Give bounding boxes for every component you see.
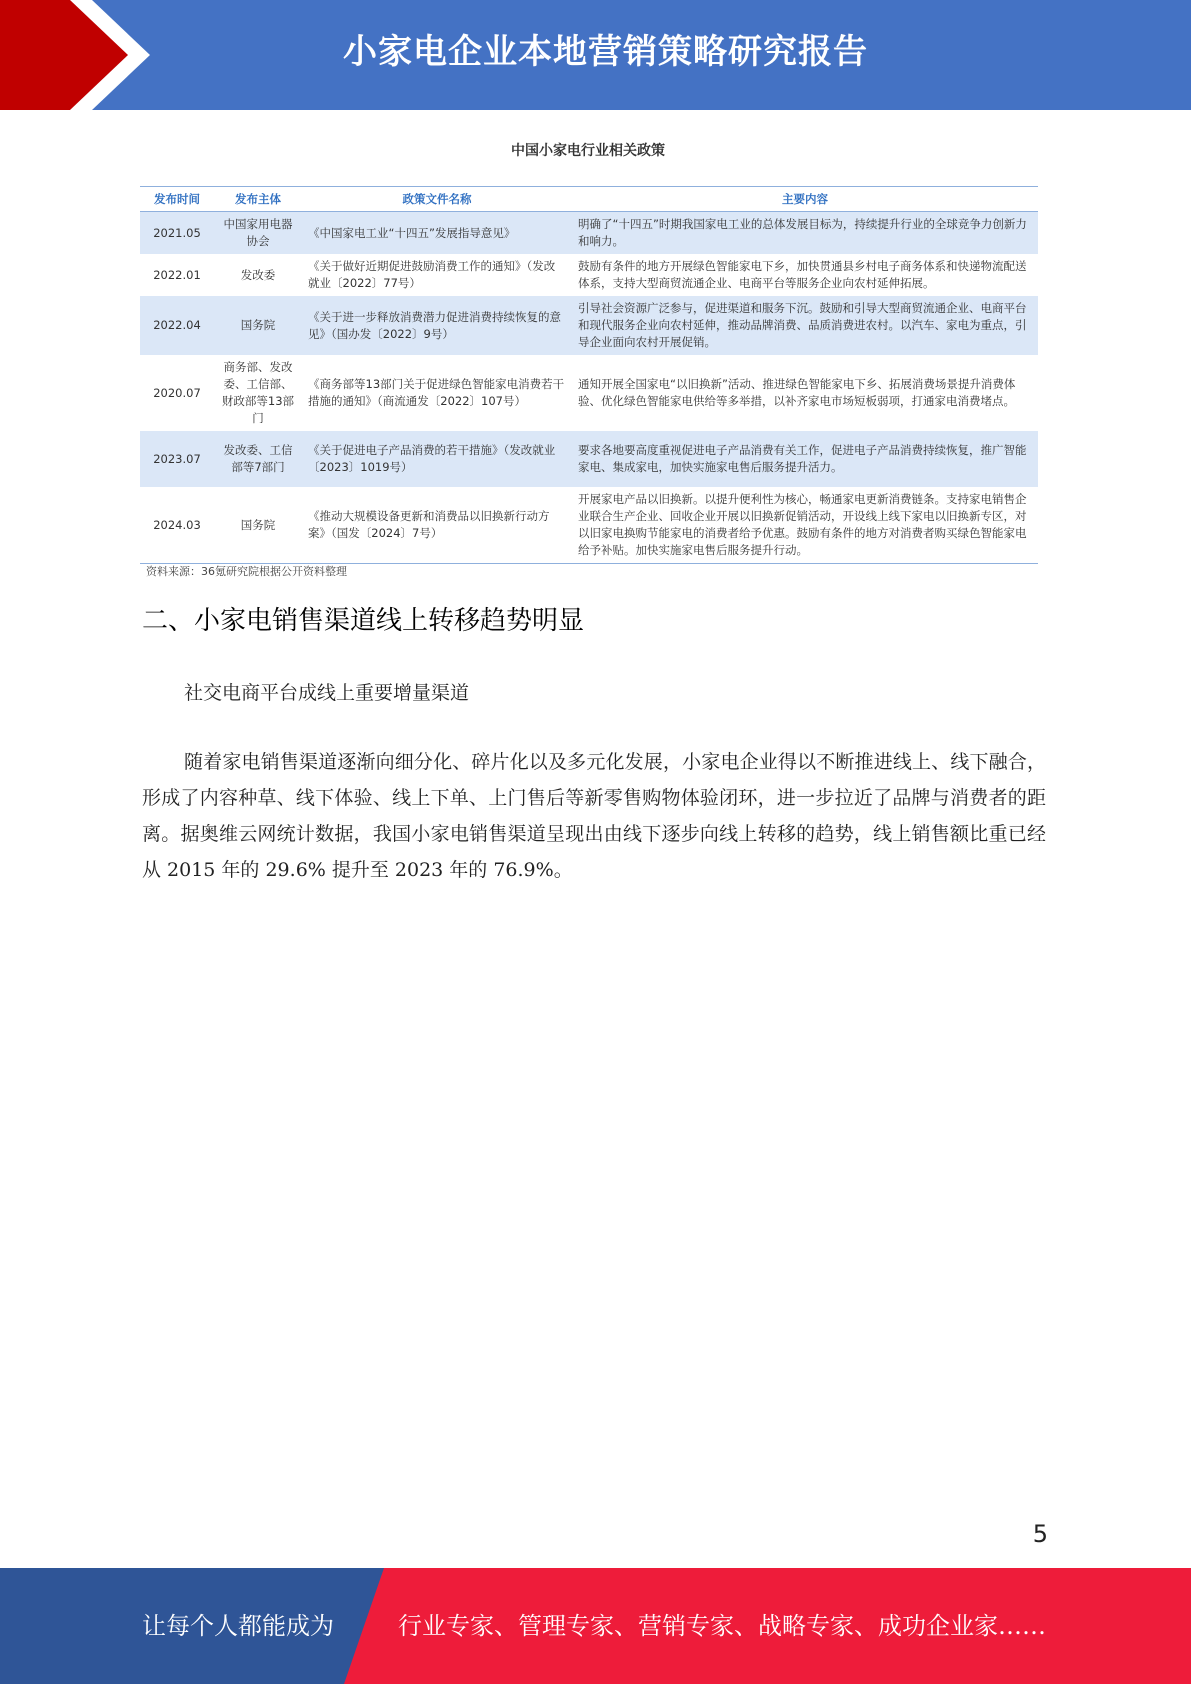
table-row xyxy=(140,487,1038,564)
cell-doc: 《商务部等13部门关于促进绿色智能家电消费若干措施的通知》（商流通发〔2022〕107号） xyxy=(308,377,565,408)
footer-slogan-left: 让每个人都能成为 xyxy=(142,1612,334,1640)
cell-org: 国务院 xyxy=(240,517,276,532)
table-row xyxy=(140,212,1038,255)
column-header-doc: 政策文件名称 xyxy=(302,187,572,212)
table-header-row xyxy=(140,187,1038,212)
table-source-note: 资料来源：36氪研究院根据公开资料整理 xyxy=(146,565,347,578)
cell-content: 引导社会资源广泛参与，促进渠道和服务下沉。鼓励和引导大型商贸流通企业、电商平台和现代服务企业向农村延伸，推动品牌消费、品质消费进农村。以汽车、家电为重点，引导企业面向农村开展促销。 xyxy=(572,296,1038,355)
cell-org: 商务部、发改委、工信部、财政部等13部门 xyxy=(221,360,295,425)
column-header-content: 主要内容 xyxy=(572,187,1038,212)
document-title: 小家电企业本地营销策略研究报告 xyxy=(343,32,868,72)
cell-org: 国务院 xyxy=(214,296,302,355)
cell-content: 明确了“十四五”时期我国家电工业的总体发展目标为，持续提升行业的全球竞争力创新力和响力。 xyxy=(572,212,1038,255)
table-row xyxy=(140,355,1038,431)
cell-content: 鼓励有条件的地方开展绿色智能家电下乡，加快贯通县乡村电子商务体系和快递物流配送体系，支持大型商贸流通企业、电商平台等服务企业向农村延伸拓展。 xyxy=(578,259,1027,290)
table-row xyxy=(140,254,1038,296)
cell-date: 2020.07 xyxy=(153,385,201,400)
table-row xyxy=(140,431,1038,487)
subheading: 社交电商平台成线上重要增量渠道 xyxy=(184,682,470,704)
cell-org: 中国家用电器协会 xyxy=(214,212,302,255)
column-header-org: 发布主体 xyxy=(214,187,302,212)
cell-org: 发改委、工信部等7部门 xyxy=(214,431,302,487)
cell-doc: 《关于做好近期促进鼓励消费工作的通知》（发改就业〔2022〕77号） xyxy=(308,259,556,290)
cell-date: 2021.05 xyxy=(140,212,214,255)
cell-date: 2022.04 xyxy=(140,296,214,355)
cell-doc: 《推动大规模设备更新和消费品以旧换新行动方案》（国发〔2024〕7号） xyxy=(308,509,550,540)
page-header xyxy=(0,0,1191,110)
table-row xyxy=(140,296,1038,355)
body-paragraph: 随着家电销售渠道逐渐向细分化、碎片化以及多元化发展，小家电企业得以不断推进线上、线下融合，形成了内容种草、线下体验、线上下单、上门售后等新零售购物体验闭环，进一步拉近了品牌与消费者的距离。据奥维云网统计数据，我国小家电销售渠道呈现出由线下逐步向线上转移的趋势，线上销售额比重已经从 2015 年的 29.6% 提升至 2023 年的 76.9%。 xyxy=(142,751,1046,881)
cell-doc: 《中国家电工业“十四五”发展指导意见》 xyxy=(302,212,572,255)
footer-slogan-right: 行业专家、管理专家、营销专家、战略专家、成功企业家…… xyxy=(398,1612,1046,1640)
section-heading: 二、小家电销售渠道线上转移趋势明显 xyxy=(142,606,585,636)
cell-org: 发改委 xyxy=(240,267,276,282)
cell-doc: 《关于进一步释放消费潜力促进消费持续恢复的意见》（国办发〔2022〕9号） xyxy=(302,296,572,355)
cell-content: 要求各地要高度重视促进电子产品消费有关工作，促进电子产品消费持续恢复，推广智能家电、集成家电，加快实施家电售后服务提升活力。 xyxy=(572,431,1038,487)
cell-date: 2022.01 xyxy=(153,267,201,282)
page-number: 5 xyxy=(1032,1520,1048,1548)
policy-table xyxy=(140,186,1038,564)
cell-date: 2023.07 xyxy=(140,431,214,487)
column-header-date: 发布时间 xyxy=(140,187,214,212)
cell-content: 开展家电产品以旧换新。以提升便利性为核心，畅通家电更新消费链条。支持家电销售企业联合生产企业、回收企业开展以旧换新促销活动，开设线上线下家电以旧换新专区，对以旧家电换购节能家电的消费者给予优惠。鼓励有条件的地方对消费者购买绿色智能家电给予补贴。加快实施家电售后服务提升行动。 xyxy=(578,492,1027,557)
page-footer xyxy=(0,1568,1191,1684)
cell-content: 通知开展全国家电“以旧换新”活动、推进绿色智能家电下乡、拓展消费场景提升消费体验、优化绿色智能家电供给等多举措，以补齐家电市场短板弱项，打通家电消费堵点。 xyxy=(578,377,1016,408)
table-title: 中国小家电行业相关政策 xyxy=(511,143,665,159)
cell-doc: 《关于促进电子产品消费的若干措施》（发改就业〔2023〕1019号） xyxy=(302,431,572,487)
cell-date: 2024.03 xyxy=(153,517,201,532)
